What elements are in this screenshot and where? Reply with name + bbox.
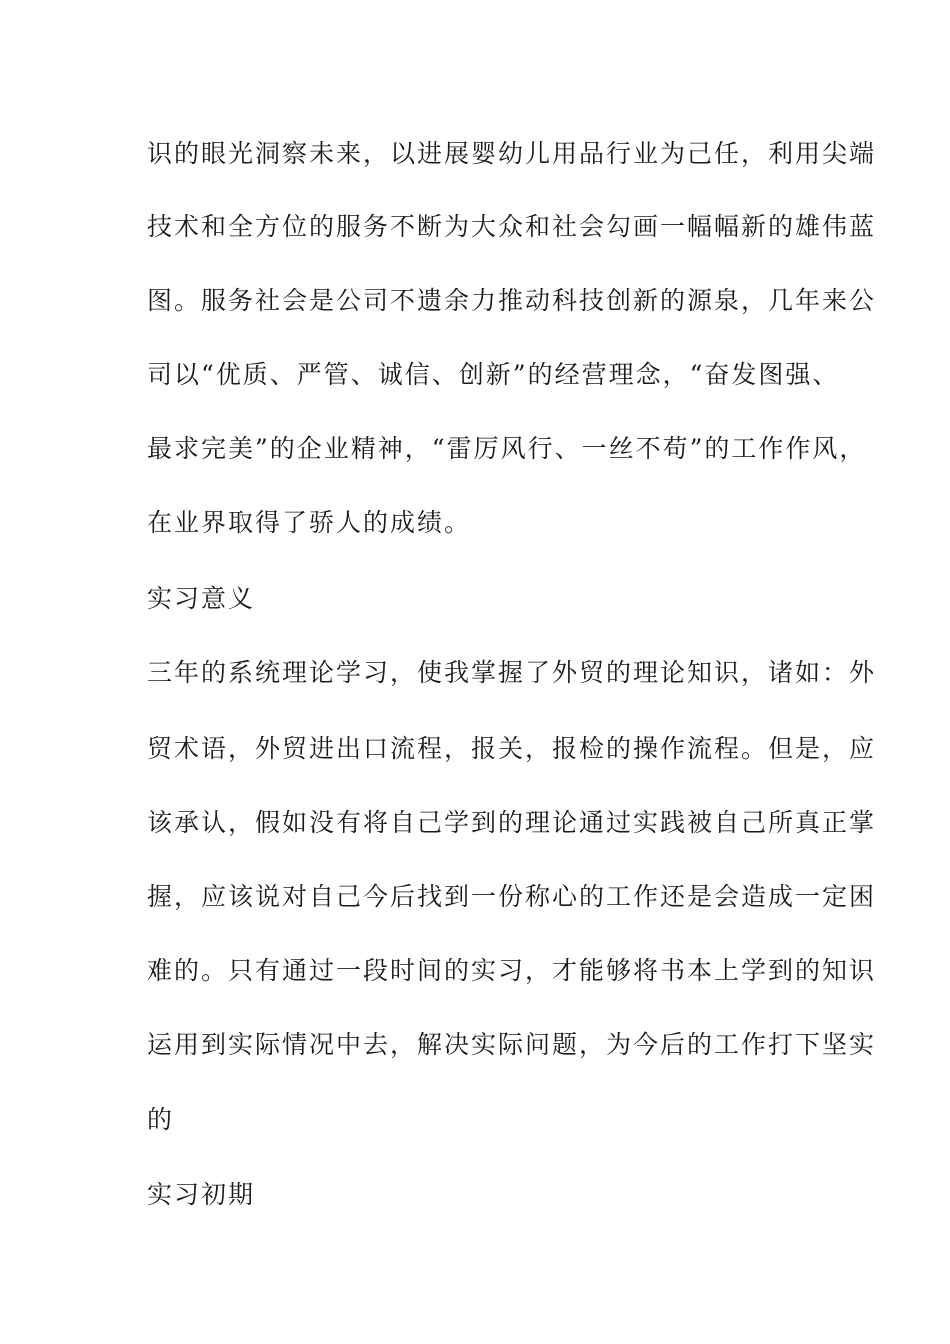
intro-line-2: 技术和全方位的服务不断为大众和社会勾画一幅幅新的雄伟蓝: [147, 212, 877, 241]
significance-line-6: 运用到实际情况中去，解决实际问题，为今后的工作打下坚实: [147, 1030, 877, 1059]
significance-line-7: 的: [147, 1105, 175, 1134]
intro-line-3: 图。服务社会是公司不遗余力推动科技创新的源泉，几年来公: [147, 286, 877, 315]
section-heading-early: 实习初期: [147, 1180, 256, 1209]
intro-line-6: 在业界取得了骄人的成绩。: [147, 508, 472, 537]
significance-line-3: 该承认，假如没有将自己学到的理论通过实践被自己所真正掌: [147, 808, 877, 837]
significance-line-2: 贸术语，外贸进出口流程，报关，报检的操作流程。但是，应: [147, 734, 877, 763]
significance-line-5: 难的。只有通过一段时间的实习，才能够将书本上学到的知识: [147, 956, 877, 985]
intro-line-1: 识的眼光洞察未来，以进展婴幼儿用品行业为己任，利用尖端: [147, 139, 877, 168]
significance-line-1: 三年的系统理论学习，使我掌握了外贸的理论知识，诸如：外: [147, 658, 877, 687]
intro-line-4: 司以“优质、严管、诚信、创新”的经营理念，“奋发图强、: [147, 360, 840, 389]
intro-line-5: 最求完美”的企业精神，“雷厉风行、一丝不苟”的工作作风，: [147, 434, 867, 463]
significance-line-4: 握，应该说对自己今后找到一份称心的工作还是会造成一定困: [147, 882, 877, 911]
section-heading-significance: 实习意义: [147, 584, 256, 613]
